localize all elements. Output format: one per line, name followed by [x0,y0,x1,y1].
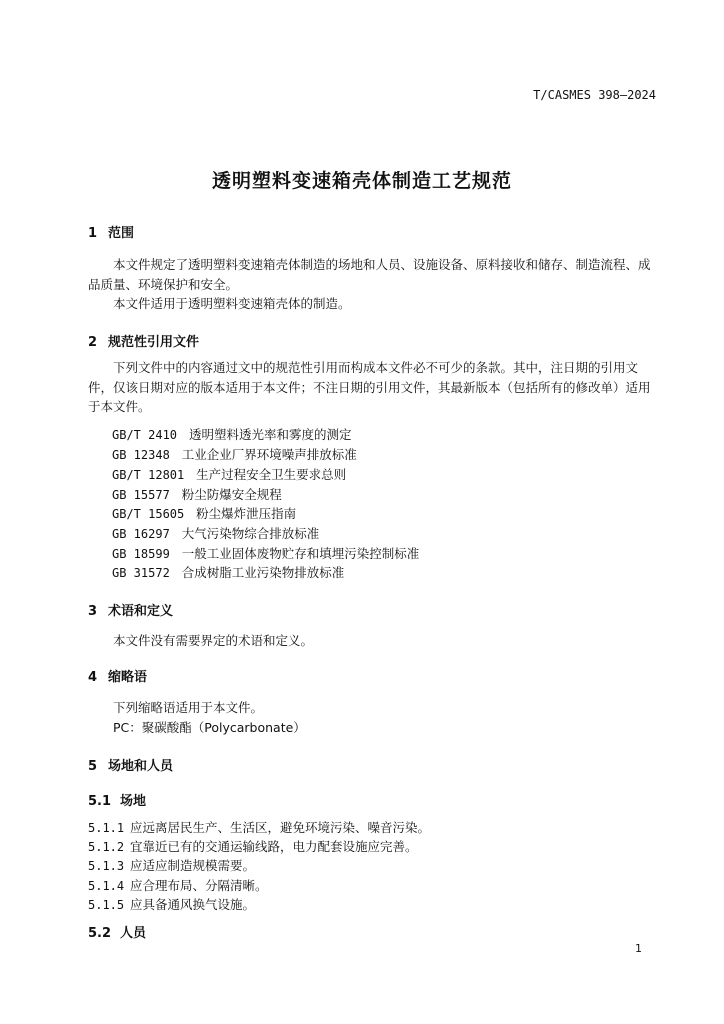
scope-paragraph-2: 本文件适用于透明塑料变速箱壳体的制造。 [113,296,351,311]
document-title: 透明塑料变速箱壳体制造工艺规范 [211,170,512,192]
section-number: 3 [88,604,98,619]
reference-code: GB/T 2410 [112,428,178,442]
clause-item [88,856,255,876]
scope-paragraph-1: 本文件规定了透明塑料变速箱壳体制造的场地和人员、设施设备、原料接收和储存、制造流程、成品质量、环境保护和安全。 [88,257,651,292]
reference-name: 工业企业厂界环境噪声排放标准 [181,447,357,462]
reference-name: 生产过程安全卫生要求总则 [196,467,347,482]
subsection-title: 场地 [120,794,147,809]
section-title: 场地和人员 [108,759,174,774]
subsection-number: 5.2 [88,926,112,941]
section-title: 规范性引用文件 [108,335,200,350]
reference-code: GB 15577 [112,488,170,502]
reference-item [112,563,344,581]
section-heading-4 [88,666,147,685]
terms-paragraph: 本文件没有需要界定的术语和定义。 [113,633,314,648]
clause-item [88,876,268,896]
clause-item [88,895,255,915]
reference-item [112,544,419,562]
subsection-heading-5-1 [88,790,146,809]
reference-name: 一般工业固体废物贮存和填埋污染控制标准 [181,546,420,561]
reference-name: 透明塑料透光率和雾度的测定 [188,427,352,442]
subsection-title: 人员 [120,926,147,941]
subsection-heading-5-2 [88,922,146,941]
reference-item [112,445,357,463]
reference-code: GB 12348 [112,448,170,462]
reference-code: GB 18599 [112,547,170,561]
clause-text: 宜靠近已有的交通运输线路，电力配套设施应完善。 [130,839,418,854]
reference-code: GB/T 15605 [112,507,185,521]
standard-number: T/CASMES 398—2024 [533,88,656,102]
clause-number: 5.1.5 [88,898,125,912]
reference-code: GB/T 12801 [112,468,185,482]
reference-name: 粉尘防爆安全规程 [181,487,282,502]
reference-code: GB 31572 [112,566,170,580]
reference-item [112,425,351,443]
section-number: 5 [88,759,98,774]
clause-text: 应具备通风换气设施。 [130,897,256,912]
subsection-number: 5.1 [88,794,112,809]
reference-item [112,524,319,542]
section-heading-1 [88,222,134,241]
clause-number: 5.1.1 [88,821,125,835]
clause-item [88,837,418,857]
reference-item [112,504,296,522]
clause-number: 5.1.4 [88,879,125,893]
section-number: 4 [88,670,98,685]
reference-name: 粉尘爆炸泄压指南 [196,506,297,521]
reference-name: 合成树脂工业污染物排放标准 [181,565,345,580]
reference-name: 大气污染物综合排放标准 [181,526,320,541]
clause-text: 应远离居民生产、生活区，避免环境污染、噪音污染。 [130,820,431,835]
section-heading-3 [88,600,173,619]
clause-text: 应合理布局、分隔清晰。 [130,878,268,893]
section-number: 2 [88,335,98,350]
clause-number: 5.1.2 [88,840,125,854]
reference-item [112,485,282,503]
section-title: 缩略语 [108,670,148,685]
page-number: 1 [635,942,642,955]
reference-item [112,465,346,483]
clause-number: 5.1.3 [88,859,125,873]
section-title: 范围 [108,226,135,241]
clause-text: 应适应制造规模需要。 [130,858,256,873]
abbreviations-intro: 下列缩略语适用于本文件。 [113,700,264,715]
normative-intro-paragraph: 下列文件中的内容通过文中的规范性引用而构成本文件必不可少的条款。其中，注日期的引用文件，仅该日期对应的版本适用于本文件；不注日期的引用文件，其最新版本（包括所有的修改单）适用于本文件。 [88,360,651,414]
section-heading-2 [88,331,199,350]
reference-code: GB 16297 [112,527,170,541]
section-number: 1 [88,226,98,241]
abbreviation-item: PC：聚碳酸酯（Polycarbonate） [113,720,306,735]
section-heading-5 [88,755,173,774]
section-title: 术语和定义 [108,604,174,619]
clause-item [88,818,430,838]
